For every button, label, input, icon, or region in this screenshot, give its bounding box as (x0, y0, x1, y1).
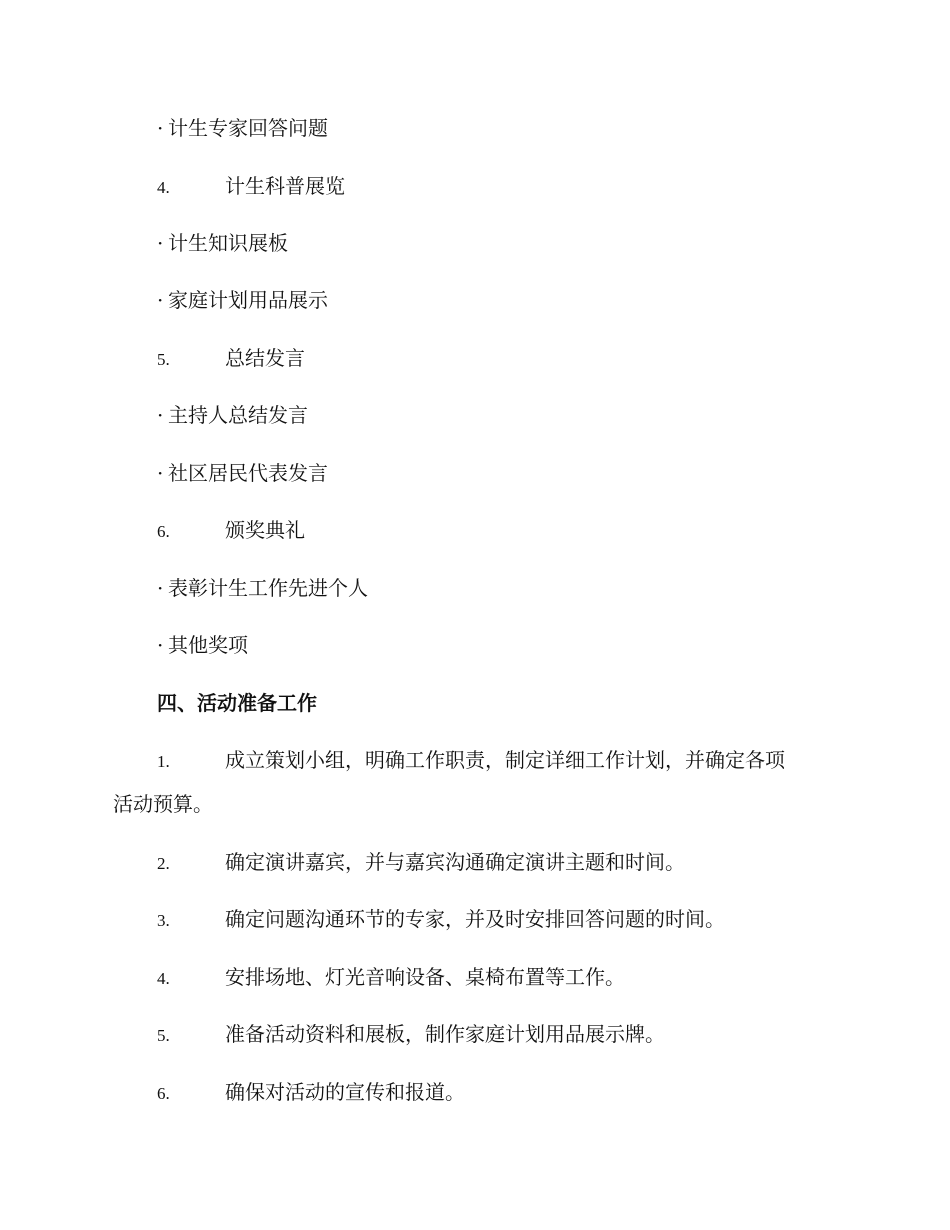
bullet-item (157, 114, 328, 142)
bullet-text: 计生专家回答问题 (168, 116, 328, 140)
prep-item (157, 1020, 665, 1050)
bullet-marker: · (157, 231, 164, 255)
bullet-text: 计生知识展板 (168, 231, 288, 255)
item-text: 成立策划小组，明确工作职责，制定详细工作计划，并确定各项 (225, 748, 785, 772)
bullet-marker: · (157, 576, 164, 600)
bullet-text: 其他奖项 (168, 633, 248, 657)
numbered-item (157, 516, 305, 546)
item-text: 确保对活动的宣传和报道。 (225, 1080, 465, 1104)
numbered-item (157, 344, 305, 374)
bullet-text: 主持人总结发言 (168, 403, 308, 427)
bullet-item (157, 401, 308, 429)
bullet-marker: · (157, 403, 164, 427)
item-text: 安排场地、灯光音响设备、桌椅布置等工作。 (225, 965, 625, 989)
bullet-marker: · (157, 633, 164, 657)
item-number: 6. (157, 522, 170, 541)
bullet-text: 表彰计生工作先进个人 (168, 576, 368, 600)
item-text: 准备活动资料和展板，制作家庭计划用品展示牌。 (225, 1022, 665, 1046)
item-number: 6. (157, 1084, 170, 1103)
bullet-marker: · (157, 461, 164, 485)
prep-item (157, 905, 725, 935)
bullet-text: 社区居民代表发言 (168, 461, 328, 485)
bullet-item (157, 574, 368, 602)
item-number: 3. (157, 911, 170, 930)
prep-item (157, 848, 685, 878)
item-number: 1. (157, 752, 170, 771)
item-number: 5. (157, 1026, 170, 1045)
item-text: 确定问题沟通环节的专家，并及时安排回答问题的时间。 (225, 907, 725, 931)
item-text: 计生科普展览 (225, 174, 345, 198)
prep-item (157, 963, 625, 993)
item-text: 总结发言 (225, 346, 305, 370)
prep-item (157, 746, 785, 776)
item-number: 4. (157, 178, 170, 197)
numbered-item (157, 172, 345, 202)
bullet-marker: · (157, 116, 164, 140)
section-heading: 四、活动准备工作 (157, 691, 317, 715)
bullet-item (157, 459, 328, 487)
item-continuation: 活动预算。 (113, 792, 213, 816)
bullet-item (157, 286, 328, 314)
bullet-item (157, 229, 288, 257)
item-number: 5. (157, 350, 170, 369)
item-number: 4. (157, 969, 170, 988)
item-text: 颁奖典礼 (225, 518, 305, 542)
item-number: 2. (157, 854, 170, 873)
prep-item (157, 1078, 465, 1108)
bullet-marker: · (157, 288, 164, 312)
bullet-text: 家庭计划用品展示 (168, 288, 328, 312)
bullet-item (157, 631, 248, 659)
item-text: 确定演讲嘉宾，并与嘉宾沟通确定演讲主题和时间。 (225, 850, 685, 874)
